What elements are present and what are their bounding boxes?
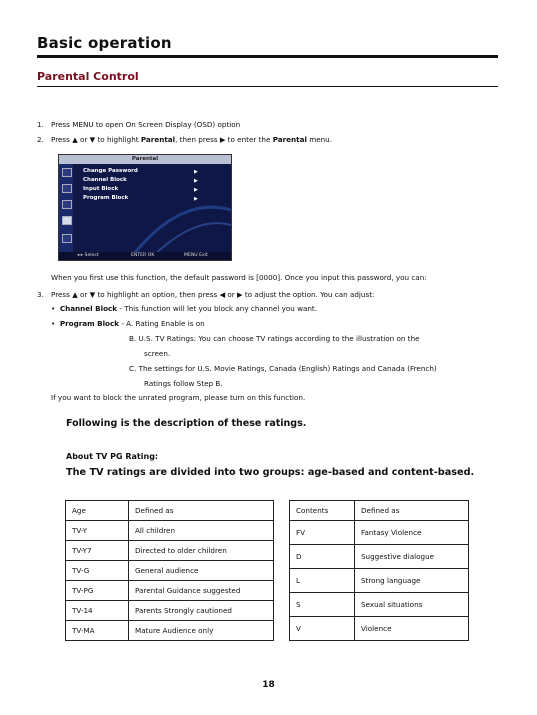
table-row <box>290 545 469 569</box>
table-header-row <box>290 501 469 521</box>
osd-item-input-block[interactable]: Input Block <box>83 186 119 192</box>
channel-icon <box>62 200 72 209</box>
step-2-parental-1: Parental <box>140 135 176 144</box>
parental-icon <box>62 216 72 225</box>
table-header-cell: Defined as <box>355 501 469 521</box>
content-code: S <box>290 593 355 617</box>
content-definition: Fantasy Violence <box>355 521 469 545</box>
rating-definition: Parents Strongly cautioned <box>129 601 274 621</box>
osd-footer-menu: MENU Exit <box>184 253 208 258</box>
arrow-right-icon: ▶ <box>194 196 198 202</box>
osd-title: Parental <box>59 155 231 164</box>
section-title: Parental Control <box>37 70 139 83</box>
arrow-right-icon: ▶ <box>194 178 198 184</box>
rating-code: TV-14 <box>66 601 129 621</box>
step-2-number: 2. <box>37 135 44 144</box>
ratings-heading: Following is the description of these ratings. <box>66 418 307 429</box>
osd-footer <box>59 252 231 260</box>
table-row <box>290 617 469 641</box>
step-3-text: Press ▲ or ▼ to highlight an option, then press ◀ or ▶ to adjust the option. You can adjust: <box>51 290 375 299</box>
step-1-text: Press MENU to open On Screen Display (OSD) option <box>51 120 241 129</box>
table-header-cell: Defined as <box>129 501 274 521</box>
table-row <box>290 521 469 545</box>
rating-code: TV-G <box>66 561 129 581</box>
osd-footer-enter: ENTER OK <box>131 253 155 258</box>
rating-definition: All children <box>129 521 274 541</box>
program-block-b-line-1: B. U.S. TV Ratings: You can choose TV ratings according to the illustration on the <box>129 334 420 343</box>
sound-icon <box>62 184 72 193</box>
table-row <box>66 541 274 561</box>
bullet-dot: • <box>51 304 60 313</box>
step-2-parental-2: Parental <box>272 135 307 144</box>
rating-code: TV-Y <box>66 521 129 541</box>
content-definition: Strong language <box>355 569 469 593</box>
content-code: V <box>290 617 355 641</box>
bullet-2-text: - A. Rating Enable is on <box>119 319 205 328</box>
content-definition: Suggestive dialogue <box>355 545 469 569</box>
groups-heading: The TV ratings are divided into two groups: age-based and content-based. <box>66 467 475 478</box>
table-row <box>66 561 274 581</box>
rating-code: TV-PG <box>66 581 129 601</box>
osd-item-program-block[interactable]: Program Block <box>83 195 129 201</box>
step-2-text-e: menu. <box>306 135 333 144</box>
bullet-channel-block <box>51 304 317 313</box>
rating-definition: Mature Audience only <box>129 621 274 641</box>
rating-code: TV-MA <box>66 621 129 641</box>
table-row <box>66 581 274 601</box>
table-header-cell: Contents <box>290 501 355 521</box>
setup-icon <box>62 234 72 243</box>
age-ratings-table <box>65 500 274 641</box>
table-row <box>290 593 469 617</box>
table-row <box>66 601 274 621</box>
bullet-1-label: Channel Block <box>59 304 118 313</box>
rating-code: TV-Y7 <box>66 541 129 561</box>
step-2-text-a: Press ▲ or ▼ to highlight <box>51 135 141 144</box>
step-1-number: 1. <box>37 120 44 129</box>
content-ratings-table <box>289 500 469 641</box>
about-heading: About TV PG Rating: <box>66 452 159 461</box>
page-title: Basic operation <box>37 34 172 52</box>
program-block-c-line-1: C. The settings for U.S. Movie Ratings, Canada (English) Ratings and Canada (French) <box>129 364 437 373</box>
section-rule <box>37 86 498 87</box>
table-header-cell: Age <box>66 501 129 521</box>
program-block-c-line-2: Ratings follow Step B. <box>144 379 223 388</box>
bullet-program-block <box>51 319 205 328</box>
step-3 <box>37 290 375 299</box>
program-block-b-line-2: screen. <box>144 349 171 358</box>
bullet-dot: • <box>51 319 60 328</box>
content-definition: Violence <box>355 617 469 641</box>
content-code: L <box>290 569 355 593</box>
title-rule <box>37 55 498 58</box>
arrow-right-icon: ▶ <box>194 187 198 193</box>
table-header-row <box>66 501 274 521</box>
step-2-text-c: , then press ▶ to enter the <box>175 135 273 144</box>
step-1 <box>37 120 241 129</box>
rating-definition: Directed to older children <box>129 541 274 561</box>
step-3-number: 3. <box>37 290 44 299</box>
table-row <box>66 621 274 641</box>
osd-footer-select: ◂ ▸ Select <box>77 253 99 258</box>
arrow-right-icon: ▶ <box>194 169 198 175</box>
step-2-text <box>51 135 332 144</box>
content-code: D <box>290 545 355 569</box>
bullet-2-label: Program Block <box>59 319 120 328</box>
content-code: FV <box>290 521 355 545</box>
rating-definition: General audience <box>129 561 274 581</box>
table-row <box>66 521 274 541</box>
osd-item-change-password[interactable]: Change Password <box>83 168 138 174</box>
password-note: When you first use this function, the default password is [0000]. Once you input this password, you can: <box>51 273 427 282</box>
picture-icon <box>62 168 72 177</box>
step-2 <box>37 135 333 144</box>
content-definition: Sexual situations <box>355 593 469 617</box>
unrated-note: If you want to block the unrated program, please turn on this function. <box>51 393 306 402</box>
table-row <box>290 569 469 593</box>
page-number: 18 <box>262 680 275 690</box>
osd-parental-menu <box>58 154 232 261</box>
bullet-1-text: - This function will let you block any channel you want. <box>117 304 318 313</box>
osd-item-channel-block[interactable]: Channel Block <box>83 177 127 183</box>
rating-definition: Parental Guidance suggested <box>129 581 274 601</box>
osd-sidebar <box>59 164 73 252</box>
